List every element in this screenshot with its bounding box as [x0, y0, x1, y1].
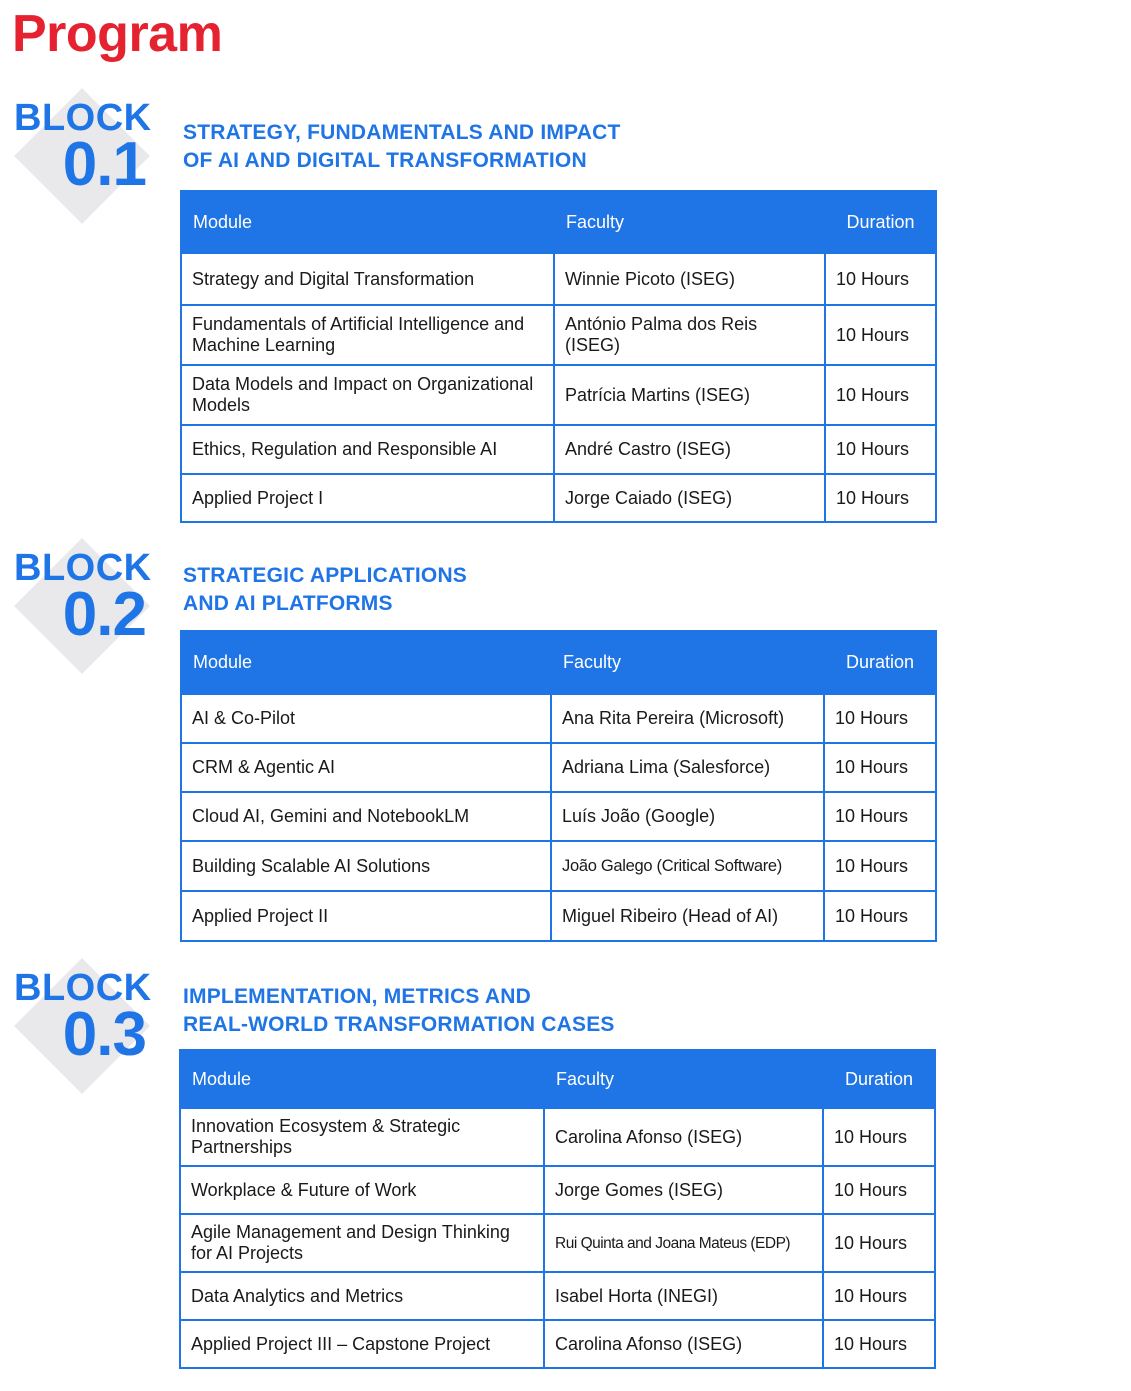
- faculty-cell: Carolina Afonso (ISEG): [544, 1108, 823, 1166]
- faculty-cell: João Galego (Critical Software): [551, 841, 824, 891]
- duration-cell: 10 Hours: [824, 841, 936, 891]
- module-cell: AI & Co-Pilot: [181, 694, 551, 743]
- duration-cell: 10 Hours: [823, 1320, 935, 1368]
- table-header-row: [180, 1050, 935, 1108]
- block-title-line: AND AI PLATFORMS: [183, 592, 393, 615]
- faculty-cell: Isabel Horta (INEGI): [544, 1272, 823, 1320]
- duration-cell: 10 Hours: [824, 743, 936, 792]
- table-row: [181, 694, 936, 743]
- faculty-cell: Winnie Picoto (ISEG): [554, 253, 825, 305]
- block-title-line: OF AI AND DIGITAL TRANSFORMATION: [183, 149, 587, 172]
- block-label: BLOCK: [14, 967, 152, 1009]
- faculty-cell: Jorge Caiado (ISEG): [554, 474, 825, 522]
- module-table-block-3: [179, 1049, 936, 1369]
- faculty-cell: Rui Quinta and Joana Mateus (EDP): [544, 1214, 823, 1272]
- block-number: 0.2: [62, 580, 146, 649]
- duration-cell: 10 Hours: [823, 1108, 935, 1166]
- block-badge-1: [12, 98, 152, 228]
- module-cell: CRM & Agentic AI: [181, 743, 551, 792]
- duration-cell: 10 Hours: [825, 425, 936, 474]
- table-row: [181, 474, 936, 522]
- faculty-cell: Adriana Lima (Salesforce): [551, 743, 824, 792]
- header-faculty: Faculty: [544, 1050, 823, 1108]
- block-badge-3: [12, 968, 152, 1098]
- duration-cell: 10 Hours: [825, 305, 936, 365]
- table-row: [181, 425, 936, 474]
- duration-cell: 10 Hours: [824, 694, 936, 743]
- header-module: Module: [181, 191, 554, 253]
- module-table-block-1: [180, 190, 937, 523]
- table-row: [180, 1166, 935, 1214]
- faculty-cell: Miguel Ribeiro (Head of AI): [551, 891, 824, 941]
- module-cell: Building Scalable AI Solutions: [181, 841, 551, 891]
- module-cell: Innovation Ecosystem & Strategic Partnerships: [180, 1108, 544, 1166]
- module-cell: Workplace & Future of Work: [180, 1166, 544, 1214]
- header-module: Module: [180, 1050, 544, 1108]
- table-row: [180, 1214, 935, 1272]
- faculty-cell: António Palma dos Reis (ISEG): [554, 305, 825, 365]
- block-number: 0.1: [62, 130, 146, 199]
- header-module: Module: [181, 631, 551, 694]
- duration-cell: 10 Hours: [825, 365, 936, 425]
- block-title-1: [183, 119, 620, 175]
- module-cell: Cloud AI, Gemini and NotebookLM: [181, 792, 551, 841]
- block-title-line: IMPLEMENTATION, METRICS AND: [183, 985, 531, 1008]
- faculty-cell: Carolina Afonso (ISEG): [544, 1320, 823, 1368]
- table-row: [181, 305, 936, 365]
- block-number: 0.3: [62, 1000, 146, 1069]
- duration-cell: 10 Hours: [825, 474, 936, 522]
- module-cell: Strategy and Digital Transformation: [181, 253, 554, 305]
- block-title-line: REAL-WORLD TRANSFORMATION CASES: [183, 1013, 615, 1036]
- faculty-cell: André Castro (ISEG): [554, 425, 825, 474]
- faculty-cell: Ana Rita Pereira (Microsoft): [551, 694, 824, 743]
- block-title-line: STRATEGY, FUNDAMENTALS AND IMPACT: [183, 121, 621, 144]
- header-faculty: Faculty: [551, 631, 824, 694]
- block-title-3: [183, 983, 615, 1039]
- duration-cell: 10 Hours: [823, 1272, 935, 1320]
- table-row: [181, 253, 936, 305]
- table-row: [181, 792, 936, 841]
- page-title: Program: [12, 5, 223, 63]
- block-title-line: STRATEGIC APPLICATIONS: [183, 564, 468, 587]
- header-duration: Duration: [824, 631, 936, 694]
- block-badge-2: [12, 548, 152, 678]
- duration-cell: 10 Hours: [824, 792, 936, 841]
- duration-cell: 10 Hours: [824, 891, 936, 941]
- header-faculty: Faculty: [554, 191, 825, 253]
- header-duration: Duration: [825, 191, 936, 253]
- table-row: [181, 891, 936, 941]
- module-cell: Agile Management and Design Thinking for AI Projects: [180, 1214, 544, 1272]
- module-table-block-2: [180, 630, 937, 942]
- module-cell: Applied Project III – Capstone Project: [180, 1320, 544, 1368]
- module-cell: Fundamentals of Artificial Intelligence and Machine Learning: [181, 305, 554, 365]
- table-row: [180, 1272, 935, 1320]
- duration-cell: 10 Hours: [823, 1166, 935, 1214]
- faculty-cell: Jorge Gomes (ISEG): [544, 1166, 823, 1214]
- block-title-2: [183, 562, 467, 618]
- block-label: BLOCK: [14, 97, 152, 139]
- module-cell: Applied Project I: [181, 474, 554, 522]
- block-label: BLOCK: [14, 547, 152, 589]
- table-header-row: [181, 191, 936, 253]
- faculty-cell: Luís João (Google): [551, 792, 824, 841]
- module-cell: Data Analytics and Metrics: [180, 1272, 544, 1320]
- module-cell: Applied Project II: [181, 891, 551, 941]
- duration-cell: 10 Hours: [823, 1214, 935, 1272]
- table-row: [180, 1320, 935, 1368]
- table-header-row: [181, 631, 936, 694]
- header-duration: Duration: [823, 1050, 935, 1108]
- faculty-cell: Patrícia Martins (ISEG): [554, 365, 825, 425]
- table-row: [181, 743, 936, 792]
- module-cell: Ethics, Regulation and Responsible AI: [181, 425, 554, 474]
- module-cell: Data Models and Impact on Organizational Models: [181, 365, 554, 425]
- table-row: [181, 365, 936, 425]
- table-row: [181, 841, 936, 891]
- duration-cell: 10 Hours: [825, 253, 936, 305]
- table-row: [180, 1108, 935, 1166]
